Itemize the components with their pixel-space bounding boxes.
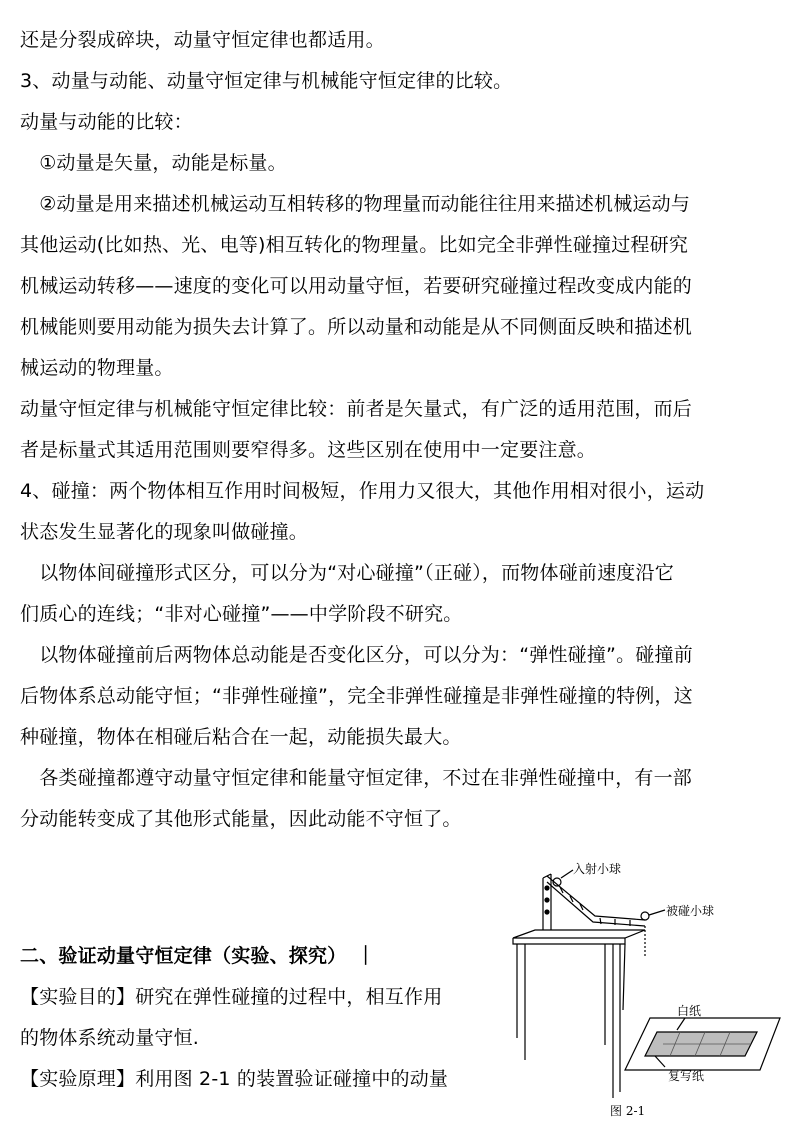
text-line-10: 动量守恒定律与机械能守恒定律比较：前者是矢量式，有广泛的适用范围，而后	[20, 398, 693, 420]
collision-apparatus-figure	[505, 860, 790, 1120]
text-line-18: 种碰撞，物体在相碰后粘合在一起，动能损失最大。	[20, 726, 462, 748]
text-line-9: 械运动的物理量。	[20, 357, 174, 379]
text-line-11: 者是标量式其适用范围则要窄得多。这些区别在使用中一定要注意。	[20, 439, 597, 461]
text-line-5: ②动量是用来描述机械运动互相转移的物理量而动能往往用来描述机械运动与	[20, 193, 691, 215]
table-top	[513, 930, 645, 938]
label-white-paper: 白纸	[677, 1004, 702, 1018]
label-target-ball: 被碰小球	[666, 904, 715, 918]
figure-caption: 图 2-1	[610, 1104, 646, 1118]
text-line-6: 其他运动(比如热、光、电等)相互转化的物理量。比如完全非弹性碰撞过程研究	[20, 234, 689, 256]
text-line-15: 们质心的连线；“非对心碰撞”——中学阶段不研究。	[20, 603, 463, 625]
target-ball	[641, 912, 649, 920]
text-line-14: 以物体间碰撞形式区分，可以分为“对心碰撞”（正碰），而物体碰前速度沿它	[20, 562, 674, 584]
text-line-19: 各类碰撞都遵守动量守恒定律和能量守恒定律，不过在非弹性碰撞中，有一部	[20, 767, 693, 789]
text-line-3: 动量与动能的比较：	[20, 111, 193, 133]
text-line-2: 3、动量与动能、动量守恒定律与机械能守恒定律的比较。	[20, 70, 513, 92]
label-incident-ball: 入射小球	[573, 862, 622, 876]
ramp-track	[547, 876, 645, 920]
text-line-8: 机械能则要用动能为损失去计算了。所以动量和动能是从不同侧面反映和描述机	[20, 316, 693, 338]
text-line-1: 还是分裂成碎块，动量守恒定律也都适用。	[20, 29, 385, 51]
experiment-purpose-line-1: 【实验目的】研究在弹性碰撞的过程中，相互作用	[20, 986, 443, 1008]
text-line-4: ①动量是矢量，动能是标量。	[20, 152, 287, 174]
text-line-12: 4、碰撞：两个物体相互作用时间极短，作用力又很大，其他作用相对很小，运动	[20, 480, 705, 502]
text-line-17: 后物体系总动能守恒；“非弹性碰撞”，完全非弹性碰撞是非弹性碰撞的特例，这	[20, 685, 693, 707]
section-heading: 二、验证动量守恒定律（实验、探究） ｜	[20, 945, 376, 967]
experiment-principle-line: 【实验原理】利用图 2-1 的装置验证碰撞中的动量	[20, 1068, 449, 1090]
text-line-7: 机械运动转移——速度的变化可以用动量守恒，若要研究碰撞过程改变成内能的	[20, 275, 693, 297]
experiment-purpose-line-2: 的物体系统动量守恒.	[20, 1027, 200, 1049]
text-line-13: 状态发生显著化的现象叫做碰撞。	[20, 521, 309, 543]
text-line-16: 以物体碰撞前后两物体总动能是否变化区分，可以分为：“弹性碰撞”。碰撞前	[20, 644, 693, 666]
label-carbon-paper: 复写纸	[668, 1069, 705, 1083]
text-line-20: 分动能转变成了其他形式能量，因此动能不守恒了。	[20, 808, 462, 830]
